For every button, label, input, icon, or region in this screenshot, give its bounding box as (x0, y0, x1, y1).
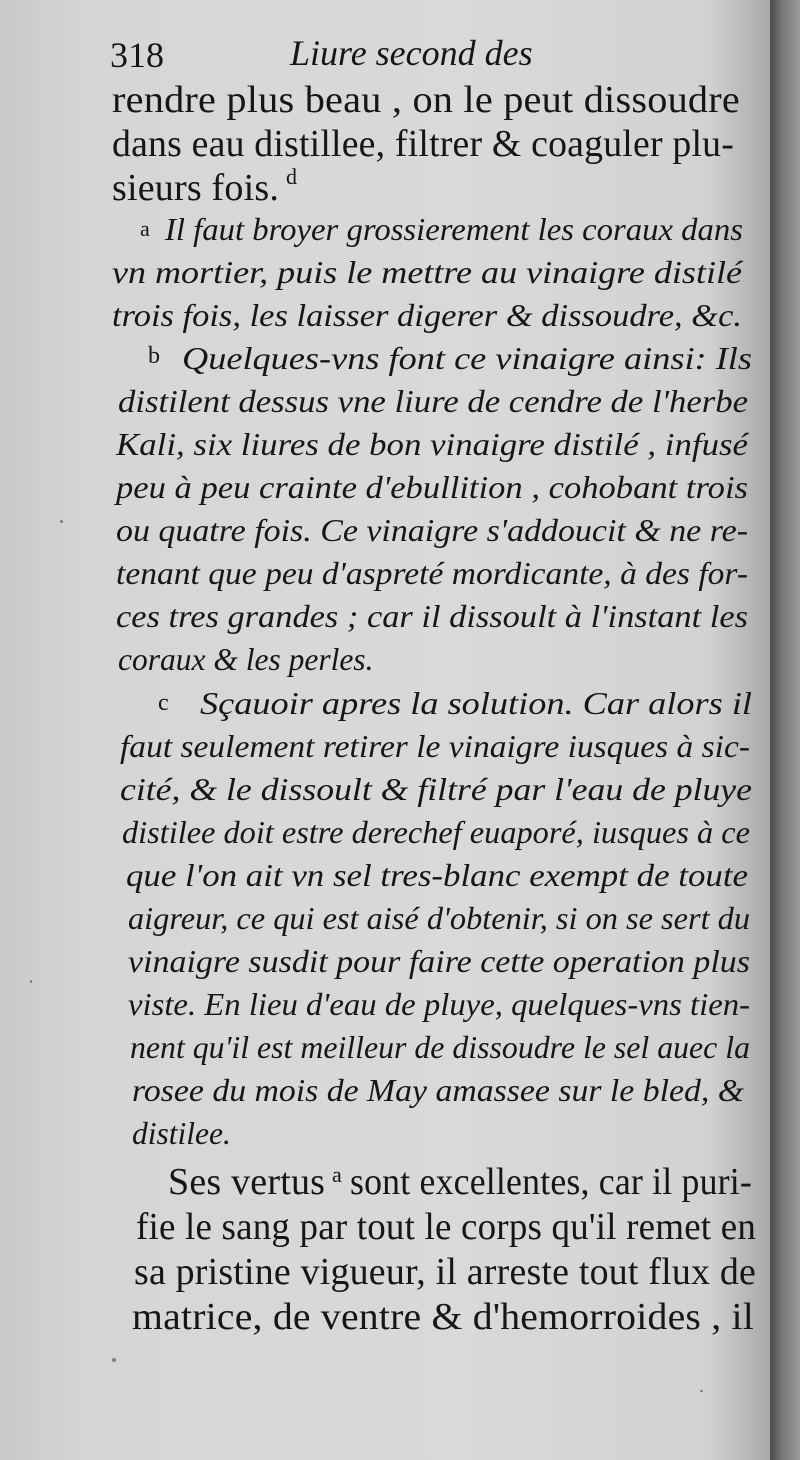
footnote-mark-a: a (332, 1162, 342, 1187)
footnote-mark-d: d (286, 164, 297, 189)
note-mark-b: b (148, 343, 160, 369)
note-line: aigreur, ce qui est aisé d'obtenir, si on se sert du (128, 901, 751, 936)
note-line: distilent dessus vne liure de cendre de l'herbe (118, 384, 749, 419)
note-mark-c: c (158, 690, 169, 716)
note-line: tenant que peu d'aspreté mordicante, à des for- (116, 556, 748, 591)
note-line: cité, & le dissoult & filtré par l'eau de pluye (120, 772, 752, 807)
paper-speck (700, 1390, 703, 1392)
note-mark-a: a (140, 216, 150, 241)
note-line: distilee doit estre derechef euaporé, iusques à ce (122, 815, 750, 850)
note-line: vinaigre susdit pour faire cette operation plus (128, 944, 750, 979)
body-line: sa pristine vigueur, il arreste tout flux de (134, 1251, 756, 1293)
note-line: nent qu'il est meilleur de dissoudre le sel auec la (130, 1030, 750, 1065)
body-line: dans eau distillee, filtrer & coaguler plu- (112, 123, 734, 165)
body-line: sieurs fois. (112, 167, 280, 209)
body-line: rendre plus beau , on le peut dissoudre (112, 79, 740, 121)
page-number: 318 (110, 35, 164, 75)
note-line: trois fois, les laisser digerer & dissoudre, &c. (112, 298, 742, 333)
note-line: faut seulement retirer le vinaigre iusques à sic- (120, 729, 750, 764)
body-line: fie le sang par tout le corps qu'il remet en (136, 1206, 756, 1248)
note-line: peu à peu crainte d'ebullition , cohobant trois (116, 470, 748, 505)
body-line: Ses vertus (168, 1161, 326, 1203)
body-line: matrice, de ventre & d'hemorroides , il (132, 1296, 754, 1338)
note-line: Kali, six liures de bon vinaigre distilé , infusé (116, 427, 748, 462)
note-line: rosee du mois de May amassee sur le bled, & (132, 1073, 744, 1108)
note-line: que l'on ait vn sel tres-blanc exempt de toute (126, 858, 748, 893)
body-line: sont excellentes, car il puri- (350, 1161, 752, 1203)
note-line: vn mortier, puis le mettre au vinaigre distilé (112, 255, 742, 290)
note-line: ces tres grandes ; car il dissoult à l'instant les (116, 599, 748, 634)
running-title: Liure second des (290, 33, 533, 73)
paper-speck (60, 520, 63, 523)
paper-speck (30, 980, 32, 983)
note-line: distilee. (132, 1116, 231, 1151)
note-line: ou quatre fois. Ce vinaigre s'addoucit & ne re- (116, 513, 748, 548)
page-edge-shadow (770, 0, 800, 1460)
note-line: coraux & les perles. (118, 642, 374, 677)
paper-speck (112, 1358, 116, 1362)
note-line: Il faut broyer grossierement les coraux dans (165, 212, 743, 247)
note-line: Sçauoir apres la solution. Car alors il (200, 686, 752, 721)
note-line: Quelques-vns font ce vinaigre ainsi: Ils (182, 341, 752, 376)
note-line: viste. En lieu d'eau de pluye, quelques-vns tien- (128, 987, 750, 1022)
